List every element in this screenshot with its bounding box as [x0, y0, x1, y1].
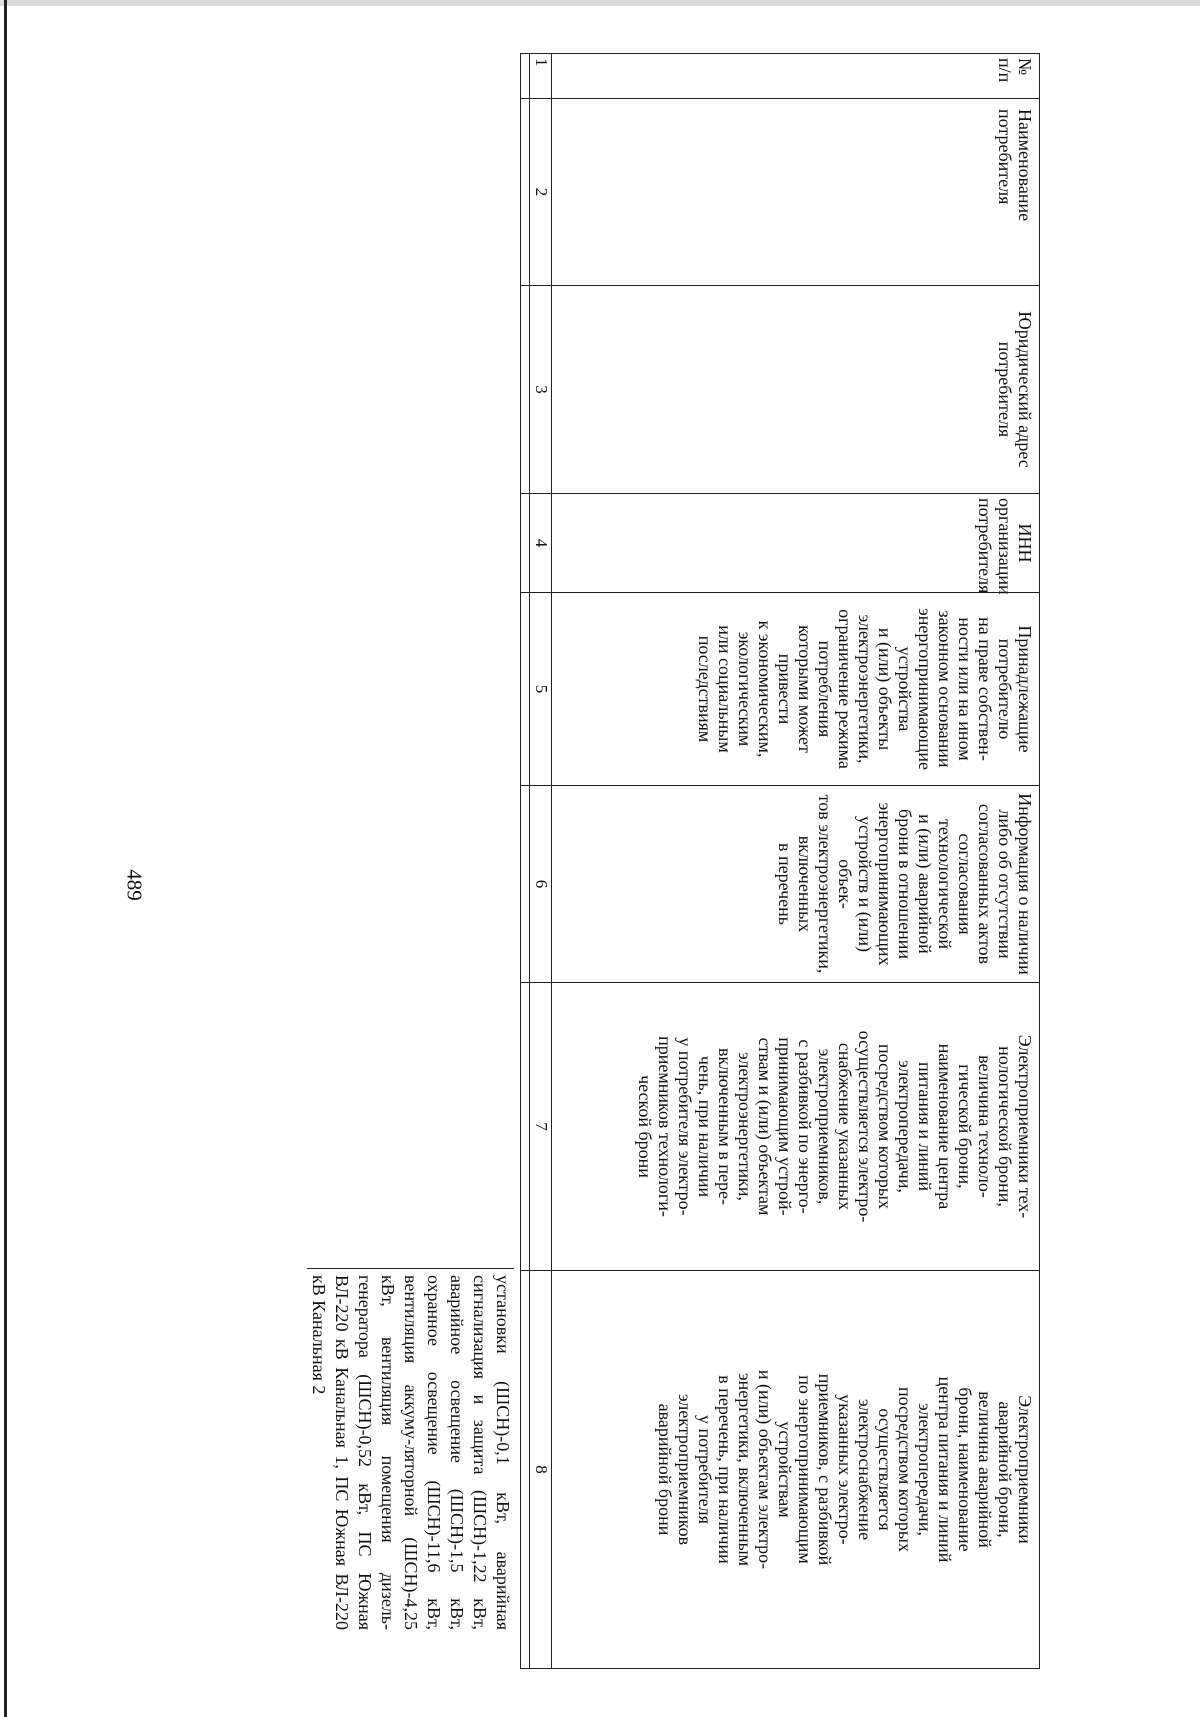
header-col-5: Принадлежащие потребителю на праве собствен- ности или на ином законном основании энергопринимающие устройства и (или) объекты электроэнергетики, ограничение режима потребления которыми может привести к экономическим, экологическим или социальным последствиям [551, 593, 1039, 786]
spacer-cell [521, 286, 530, 494]
column-number: 1 [530, 54, 552, 99]
spacer-cell [521, 983, 530, 1271]
column-number: 4 [530, 494, 552, 593]
table-spacer-row [521, 54, 530, 1669]
column-number: 5 [530, 593, 552, 786]
column-number-row [530, 54, 552, 1669]
spacer-cell [521, 593, 530, 786]
header-col-6: Информация о наличии либо об отсутствии согласованных актов согласования технологической и (или) аварийной брони в отношении энергопринимающих устройств и (или) объек- тов электроэнергетики, включенных в перечень [551, 786, 1039, 983]
column-number: 7 [530, 983, 552, 1271]
header-col-3: Юридический адрес потребителя [551, 286, 1039, 494]
spacer-cell [521, 494, 530, 593]
header-col-4: ИНН организации потребителя [551, 494, 1039, 593]
column-number: 6 [530, 786, 552, 983]
spacer-cell [521, 99, 530, 286]
header-col-8: Электроприемники аварийной брони, величина аварийной брони, наименование центра питания и линий электропередачи, посредством которых осуществляется электроснабжение указанных электро- приемников, с разбивкой по энергопринимающим устройствам и (или) объектам электро- энергетики, включенным в перечень, при наличии у потребителя электроприемников аварийной брони [551, 1271, 1039, 1669]
consumer-table [520, 53, 1040, 1669]
header-col-7: Электроприемники тех- нологической брони, величина техноло- гической брони, наименование центра питания и линий электропередачи, посредством которых осуществляется электро- снабжение указанных электроприемников, с разбивкой по энерго- принимающим устрой- ствам и (или) объектам электроэнергетики, включенным в пере- чень, при наличии у потребителя электро- приемников технологи- ческой брони [551, 983, 1039, 1271]
column-number: 2 [530, 99, 552, 286]
header-col-1: № п/п [551, 54, 1039, 99]
continuation-text: установки (ШСН)-0,1 кВт, аварийная сигнализация и защита (ШСН)-1,22 кВт, аварийное освещение (ШСН)-1,5 кВт, охранное освещение (ШСН)-11,6 кВт, вентиляция аккуму-ляторной (ШСН)-4,25 кВт, вентиляция помещения дизель-генератора (ШСН)-0,52 кВт, ПС Южная ВЛ-220 кВ Канальная 1, ПС Южная ВЛ-220 кВ Канальная 2 [307, 1268, 514, 1630]
column-number: 8 [530, 1271, 552, 1669]
scan-edge-top [0, 0, 1200, 6]
page-number: 489 [122, 869, 147, 901]
header-col-2: Наименование потребителя [551, 99, 1039, 286]
scan-edge-left [4, 0, 7, 1717]
rotated-page-content [160, 53, 1040, 1668]
column-number: 3 [530, 286, 552, 494]
spacer-cell [521, 54, 530, 99]
spacer-cell [521, 786, 530, 983]
table-header-row [551, 54, 1039, 1669]
spacer-cell [521, 1271, 530, 1669]
